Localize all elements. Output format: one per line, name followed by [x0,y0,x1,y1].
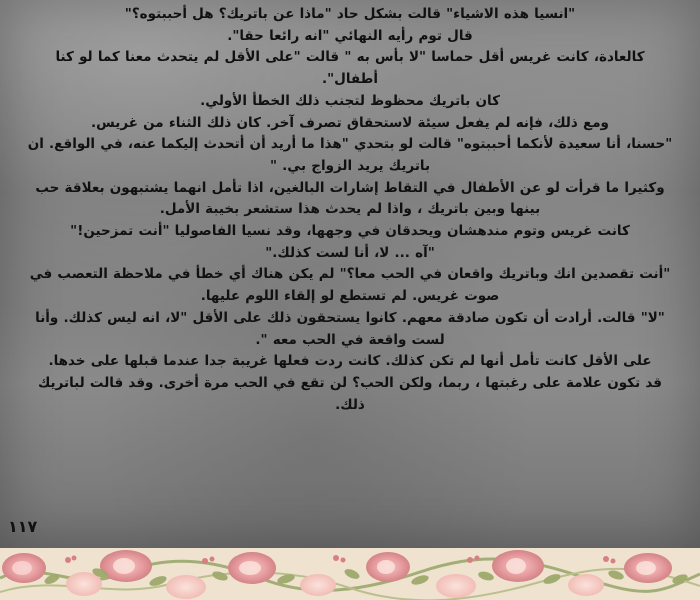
page-number: ١١٧ [8,517,38,536]
page-text [10,4,690,416]
text-line: بينها وبين باتريك ، واذا لم يحدث هذا ستشعر بخيبة الأمل. [159,201,541,218]
text-line: ومع ذلك، فإنه لم يفعل سيئة لاستحقاق تصرف آخر. كان ذلك الثناء من غريس. [91,114,609,131]
text-line: "حسنا، أنا سعيدة لأنكما أحببتوه" قالت لو بتحدي "هذا ما أريد أن أتحدث إليكما عنه، في الواقع. ان [27,136,673,153]
text-line: قال توم رأيه النهائي "انه رائعا حقا". [227,27,473,44]
text-line: "لا" قالت. أرادت أن تكون صادقة معهم. كانوا يستحقون ذلك على الأقل "لا، انه ليس كذلك. وأنا [35,309,665,326]
text-line: "انسيا هذه الاشياء" قالت بشكل حاد "ماذا عن باتريك؟ هل أحببتوه؟" [124,6,576,22]
text-line: كالعادة، كانت غريس أقل حماسا "لا بأس به " قالت "على الأقل لم يتحدث معنا كما لو كنا [55,49,645,66]
text-line: لست واقعة في الحب معه ". [255,331,445,348]
text-line: على الأقل كانت تأمل أنها لم تكن كذلك. كانت ردت فعلها غريبة جدا عندما قبلها على خدها. [48,353,652,370]
text-line: وكثيرا ما قرأت لو عن الأطفال في التقاط إشارات البالغين، اذا تأمل انهما يشتبهون بعلاقة حب [35,179,665,196]
text-line: ذلك. [335,396,365,413]
floral-border [0,548,700,600]
text-line: باتريك يريد الزواج بي. " [269,157,431,174]
text-line: "آه ... لا، أنا لست كذلك." [265,244,435,261]
text-line: كان باتريك محظوظ لتجنب ذلك الخطأ الأولي. [200,92,500,109]
text-line: صوت غريس. لم تستطع لو إلقاء اللوم عليها. [200,288,500,305]
text-line: كانت غريس وتوم مندهشان ويحدقان في وجهها، وقد نسيا الفاصوليا "أنت تمزحين!" [70,223,630,240]
floral-pattern-image [0,548,700,600]
text-line: أطفال". [321,71,378,88]
text-line: قد تكون علامة على رغبتها ، ربما، ولكن الحب؟ لن تقع في الحب مرة أخرى. وقد قالت لباتريك [37,374,663,391]
text-line: "أنت تقصدين انك وباتريك واقعان في الحب معا؟" لم يكن هناك أي خطأ في ملاحظة التعصب في [29,266,671,283]
